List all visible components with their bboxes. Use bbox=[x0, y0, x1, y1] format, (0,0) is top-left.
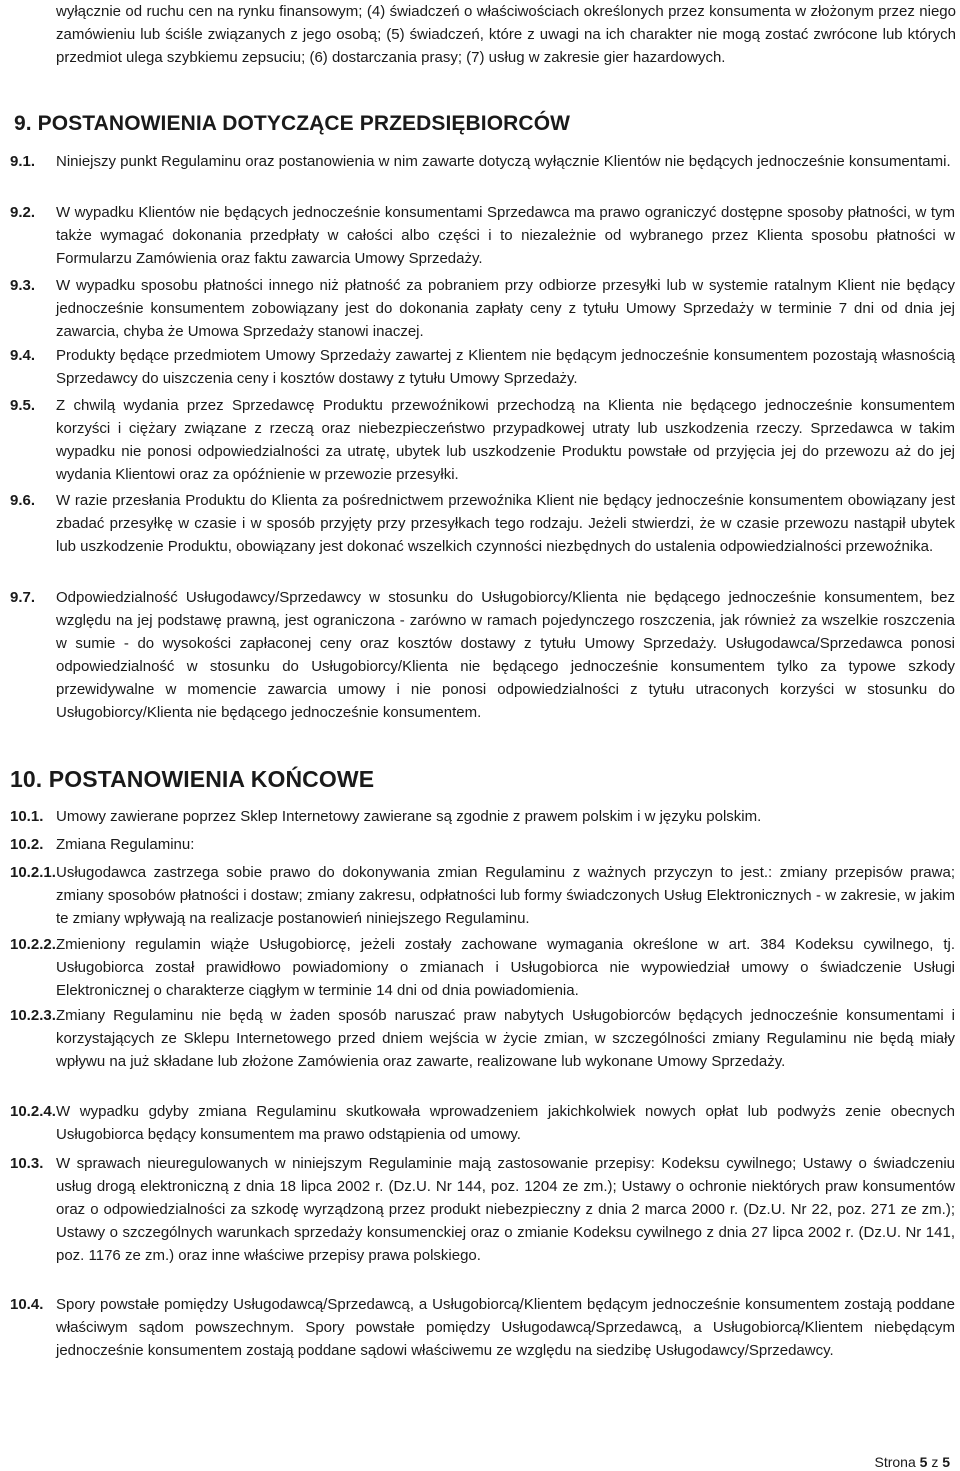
section-9-heading: 9. POSTANOWIENIA DOTYCZĄCE PRZEDSIĘBIORCÓW bbox=[14, 112, 571, 135]
clause-number: 9.7. bbox=[10, 589, 36, 606]
intro-paragraph: wyłącznie od ruchu cen na rynku finansowym; (4) świadczeń o właściwościach określonych przez konsumenta w złożonym przez niego zamówieniu lub ściśle związanych z jego osobą; (5) świadczeń, które z uwagi na ich charakter nie mogą zostać zwrócone lub których przedmiot ulega szybkiemu zepsuciu; (6) dostarczania prasy; (7) usług w zakresie gier hazardowych. bbox=[56, 3, 956, 66]
clause-text: W wypadku Klientów nie będących jednocześnie konsumentami Sprzedawca ma prawo ograniczyć dostępne sposoby płatności, w tym także wymagać dokonania przedpłaty w całości albo części i to niezależnie od wybranego przez Klienta sposobu płatności w Formularzu Zamówienia oraz faktu zawarcia Umowy Sprzedaży. bbox=[56, 204, 955, 267]
clause-number: 10.2.3. bbox=[10, 1007, 56, 1024]
clause-number: 9.4. bbox=[10, 347, 36, 364]
clause-number: 9.2. bbox=[10, 204, 36, 221]
clause-text: Spory powstałe pomiędzy Usługodawcą/Sprzedawcą, a Usługobiorcą/Klientem będącym jednocześnie konsumentem zostają poddane właściwym sądom powszechnym. Spory powstałe pomiędzy Usługodawcą/Sprzedawcą, a Usługobiorcą/Klientem niebędącym jednocześnie konsumentem zostają poddane sądowi właściwemu ze względu na siedzibę Usługodawcy/Sprzedawcy. bbox=[56, 1296, 955, 1359]
page-label: Strona bbox=[874, 1454, 916, 1470]
clause-text: Umowy zawierane poprzez Sklep Internetowy zawierane są zgodnie z prawem polskim i w języku polskim. bbox=[56, 808, 762, 825]
clause-number: 9.6. bbox=[10, 492, 36, 509]
total-pages: 5 bbox=[942, 1454, 950, 1470]
clause-number: 10.3. bbox=[10, 1155, 44, 1172]
clause-text: Produkty będące przedmiotem Umowy Sprzedaży zawartej z Klientem nie będącym jednocześnie konsumentem pozostają własnością Sprzedawcy do uiszczenia ceny i kosztów dostawy z tytułu Umowy Sprzedaży. bbox=[56, 347, 955, 387]
clause-10-2-3 bbox=[10, 1004, 955, 1073]
clause-number: 10.2.4. bbox=[10, 1103, 56, 1120]
clause-9-2 bbox=[10, 201, 955, 270]
clause-text: Zmiany Regulaminu nie będą w żaden sposób naruszać praw nabytych Usługobiorców będących jednocześnie konsumentami i korzystających ze Sklepu Internetowego przed dniem wejścia w życie zmian, w szczególności zmiany Regulaminu nie będą miały wpływu na już składane lub złożone Zamówienia oraz zawarte, realizowane lub wykonane Umowy Sprzedaży. bbox=[56, 1007, 955, 1070]
clause-10-2-4 bbox=[10, 1100, 955, 1146]
clause-10-1 bbox=[10, 805, 955, 828]
clause-9-1 bbox=[10, 150, 955, 173]
page-separator: z bbox=[931, 1454, 939, 1470]
page-footer bbox=[874, 1454, 950, 1470]
clause-text: Niniejszy punkt Regulaminu oraz postanowienia w nim zawarte dotyczą wyłącznie Klientów nie będących jednocześnie konsumentami. bbox=[56, 153, 951, 170]
clause-number: 9.1. bbox=[10, 153, 36, 170]
clause-9-6 bbox=[10, 489, 955, 558]
clause-text: Zmieniony regulamin wiąże Usługobiorcę, jeżeli zostały zachowane wymagania określone w art. 384 Kodeksu cywilnego, tj. Usługobiorca został prawidłowo powiadomiony o zmianach i Usługobiorca nie wypowiedział umowy o świadczenie Usługi Elektronicznej o charakterze ciągłym w terminie 14 dni od dnia powiadomienia. bbox=[56, 936, 955, 999]
clause-text: Z chwilą wydania przez Sprzedawcę Produktu przewoźnikowi przechodzą na Klienta nie będącego jednocześnie konsumentem korzyści i ciężary związane z rzeczą oraz niebezpieczeństwo przypadkowej utraty lub uszkodzenia rzeczy. Sprzedawca w takim wypadku nie ponosi odpowiedzialności za utratę, ubytek lub uszkodzenie Produktu powstałe od przyjęcia jej do przewozu aż do jej wydania Klientowi oraz za opóźnienie w przewozie przesyłki. bbox=[56, 397, 955, 483]
clause-text: W razie przesłania Produktu do Klienta za pośrednictwem przewoźnika Klient nie będący jednocześnie konsumentem obowiązany jest zbadać przesyłkę w czasie i w sposób przyjęty przy przesyłkach tego rodzaju. Jeżeli stwierdzi, że w czasie przewozu nastąpił ubytek lub uszkodzenie Produktu, obowiązany jest dokonać wszelkich czynności niezbędnych do ustalenia odpowiedzialności przewoźnika. bbox=[56, 492, 955, 555]
clause-number: 10.2. bbox=[10, 836, 44, 853]
clause-text: Usługodawca zastrzega sobie prawo do dokonywania zmian Regulaminu z ważnych przyczyn to jest.: zmiany przepisów prawa; zmiany sposobów płatności i dostaw; zmiany zakresu, odpłatności lub formy świadczonych Usług Elektronicznych - w zakresie, w jakim te zmiany wpływają na realizacje postanowień niniejszego Regulaminu. bbox=[56, 864, 955, 927]
clause-9-5 bbox=[10, 394, 955, 486]
clause-number: 10.2.1. bbox=[10, 864, 56, 881]
clause-9-4 bbox=[10, 344, 955, 390]
clause-10-2-2 bbox=[10, 933, 955, 1002]
clause-9-7 bbox=[10, 586, 955, 724]
clause-number: 10.4. bbox=[10, 1296, 44, 1313]
clause-text: Odpowiedzialność Usługodawcy/Sprzedawcy w stosunku do Usługobiorcy/Klienta nie będącego jednocześnie konsumentem, bez względu na jej podstawę prawną, jest ograniczona - zarówno w ramach pojedynczego roszczenia, jak również za wszelkie roszczenia w sumie - do wysokości zapłaconej ceny oraz kosztów dostawy z tytułu Umowy Sprzedaży. Usługodawca/Sprzedawca ponosi odpowiedzialność w stosunku do Usługobiorcy/Klienta nie będącego jednocześnie konsumentem tylko za typowe szkody przewidywalne w momencie zawarcia umowy i nie ponosi odpowiedzialności z tytułu utraconych korzyści w stosunku do Usługobiorcy/Klienta nie będącego jednocześnie konsumentem. bbox=[56, 589, 955, 721]
clause-number: 9.5. bbox=[10, 397, 36, 414]
current-page: 5 bbox=[919, 1454, 928, 1470]
clause-10-2-1 bbox=[10, 861, 955, 930]
clause-number: 10.2.2. bbox=[10, 936, 56, 953]
clause-10-3 bbox=[10, 1152, 955, 1267]
section-10-heading: 10. POSTANOWIENIA KOŃCOWE bbox=[10, 766, 375, 792]
clause-9-3 bbox=[10, 274, 955, 343]
clause-text: W sprawach nieuregulowanych w niniejszym Regulaminie mają zastosowanie przepisy: Kodeksu cywilnego; Ustawy o świadczeniu usług drogą elektroniczną z dnia 18 lipca 2002 r. (Dz.U. Nr 144, poz. 1204 ze zm.); Ustawy o ochronie niektórych praw konsumentów oraz o odpowiedzialności za szkodę wyrządzoną przez produkt niebezpieczny z dnia 2 marca 2000 r. (Dz.U. Nr 22, poz. 271 ze zm.); Ustawy o szczególnych warunkach sprzedaży konsumenckiej oraz o zmianie Kodeksu cywilnego z dnia 27 lipca 2002 r. (Dz.U. Nr 141, poz. 1176 ze zm.) oraz inne właściwe przepisy prawa polskiego. bbox=[56, 1155, 955, 1264]
clause-text: W wypadku sposobu płatności innego niż płatność za pobraniem przy odbiorze przesyłki lub w systemie ratalnym Klient nie będący jednocześnie konsumentem zobowiązany jest do dokonania zapłaty ceny z tytułu Umowy Sprzedaży w terminie 7 dni od dnia jej zawarcia, chyba że Umowa Sprzedaży stanowi inaczej. bbox=[56, 277, 955, 340]
clause-text: W wypadku gdyby zmiana Regulaminu skutkowała wprowadzeniem jakichkolwiek nowych opłat lub podwyżs zenie obecnych Usługobiorca będący konsumentem ma prawo odstąpienia od umowy. bbox=[56, 1103, 955, 1143]
clause-10-2 bbox=[10, 833, 955, 856]
clause-text: Zmiana Regulaminu: bbox=[56, 836, 195, 853]
clause-number: 9.3. bbox=[10, 277, 36, 294]
clause-10-4 bbox=[10, 1293, 955, 1362]
clause-number: 10.1. bbox=[10, 808, 44, 825]
